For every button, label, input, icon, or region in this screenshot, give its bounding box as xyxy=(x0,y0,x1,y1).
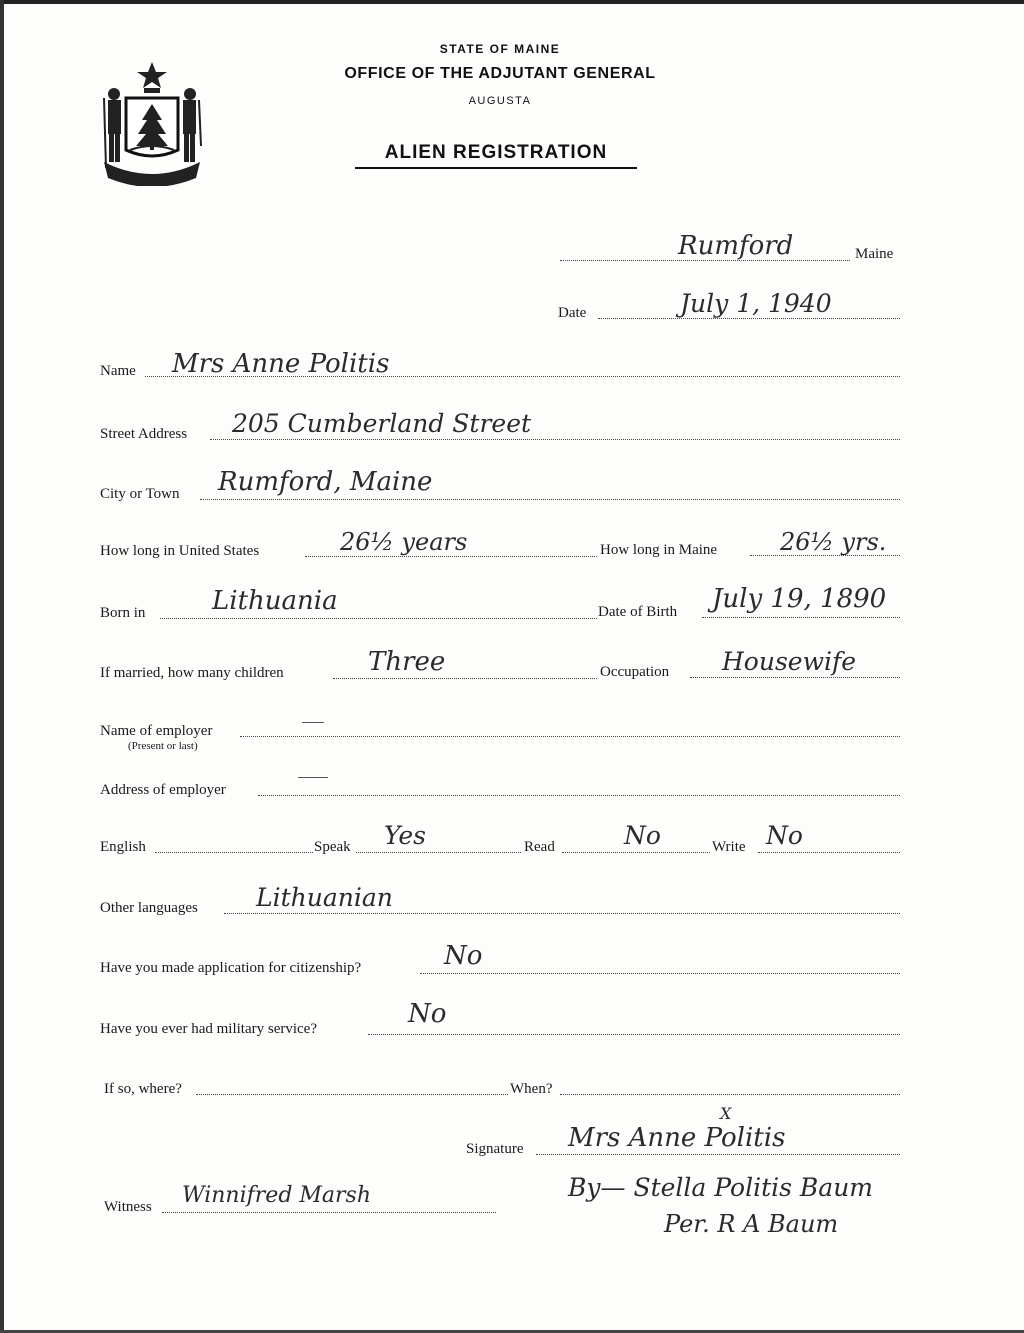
children-value: Three xyxy=(368,647,446,677)
employer-name-label: Name of employer xyxy=(100,723,213,739)
name-value: Mrs Anne Politis xyxy=(172,349,390,379)
military-service-dotted-line xyxy=(368,1034,900,1035)
signature-by-line: By— Stella Politis Baum xyxy=(568,1173,874,1202)
children-label: If married, how many children xyxy=(100,665,284,681)
state-heading: STATE OF MAINE xyxy=(439,42,561,56)
signature-value: Mrs Anne Politis xyxy=(568,1123,786,1153)
employer-name-sublabel: (Present or last) xyxy=(128,740,198,752)
read-value: No xyxy=(624,821,661,850)
born-in-label: Born in xyxy=(100,605,146,621)
city-town-dotted-line xyxy=(200,499,900,500)
signature-mark: X xyxy=(720,1104,732,1123)
other-languages-label: Other languages xyxy=(100,900,198,916)
speak-dotted-line xyxy=(356,852,521,853)
name-label: Name xyxy=(100,363,136,379)
employer-name-dash xyxy=(302,722,324,723)
where-label: If so, where? xyxy=(104,1081,182,1097)
form-title: ALIEN REGISTRATION xyxy=(355,142,637,169)
write-label: Write xyxy=(712,839,746,855)
date-of-birth-dotted-line xyxy=(702,617,900,618)
maine-years-label: How long in Maine xyxy=(600,542,718,558)
place-suffix-label: Maine xyxy=(855,246,894,262)
employer-address-label: Address of employer xyxy=(100,782,226,798)
office-heading: OFFICE OF THE ADJUTANT GENERAL xyxy=(344,65,656,82)
witness-dotted-line xyxy=(162,1212,496,1213)
maine-years-value: 26½ yrs. xyxy=(780,528,887,556)
us-years-dotted-line xyxy=(305,556,597,557)
military-service-label: Have you ever had military service? xyxy=(100,1021,317,1037)
city-town-value: Rumford, Maine xyxy=(218,467,433,497)
employer-address-dotted-line xyxy=(258,795,900,796)
employer-name-dotted-line xyxy=(240,736,900,737)
write-dotted-line xyxy=(758,852,900,853)
read-label: Read xyxy=(524,839,555,855)
speak-value: Yes xyxy=(384,821,426,850)
city-town-label: City or Town xyxy=(100,486,180,502)
when-label: When? xyxy=(510,1081,553,1097)
citizenship-value: No xyxy=(444,941,483,971)
date-value: July 1, 1940 xyxy=(680,289,832,318)
occupation-label: Occupation xyxy=(600,664,670,680)
employer-address-dash xyxy=(298,777,328,778)
date-label: Date xyxy=(558,305,587,321)
signature-label: Signature xyxy=(466,1141,524,1157)
witness-label: Witness xyxy=(104,1199,152,1215)
us-years-label: How long in United States xyxy=(100,543,260,559)
signature-per-line: Per. R A Baum xyxy=(664,1210,839,1238)
english-label: English xyxy=(100,839,146,855)
children-dotted-line xyxy=(333,678,597,679)
occupation-value: Housewife xyxy=(722,647,857,676)
signature-dotted-line xyxy=(536,1154,900,1155)
date-of-birth-value: July 19, 1890 xyxy=(712,584,887,614)
date-of-birth-label: Date of Birth xyxy=(598,604,678,620)
city-heading: AUGUSTA xyxy=(468,95,532,107)
street-address-dotted-line xyxy=(210,439,900,440)
scan-edge-left xyxy=(0,0,4,1333)
citizenship-label: Have you made application for citizenship? xyxy=(100,960,362,976)
us-years-value: 26½ years xyxy=(340,528,468,556)
when-dotted-line xyxy=(560,1094,900,1095)
place-value: Rumford xyxy=(678,231,794,261)
born-in-dotted-line xyxy=(160,618,597,619)
read-dotted-line xyxy=(562,852,710,853)
speak-label: Speak xyxy=(314,839,351,855)
born-in-value: Lithuania xyxy=(212,586,338,616)
other-languages-dotted-line xyxy=(224,913,900,914)
write-value: No xyxy=(766,821,803,850)
other-languages-value: Lithuanian xyxy=(256,883,393,912)
date-dotted-line xyxy=(598,318,900,319)
scan-edge-top xyxy=(0,0,1024,4)
street-address-label: Street Address xyxy=(100,426,188,442)
witness-value: Winnifred Marsh xyxy=(182,1183,372,1208)
where-dotted-line xyxy=(196,1094,508,1095)
street-address-value: 205 Cumberland Street xyxy=(232,409,532,438)
english-dotted-line xyxy=(155,852,313,853)
maine-state-seal-icon xyxy=(100,58,204,186)
citizenship-dotted-line xyxy=(420,973,900,974)
military-service-value: No xyxy=(408,999,447,1029)
occupation-dotted-line xyxy=(690,677,900,678)
